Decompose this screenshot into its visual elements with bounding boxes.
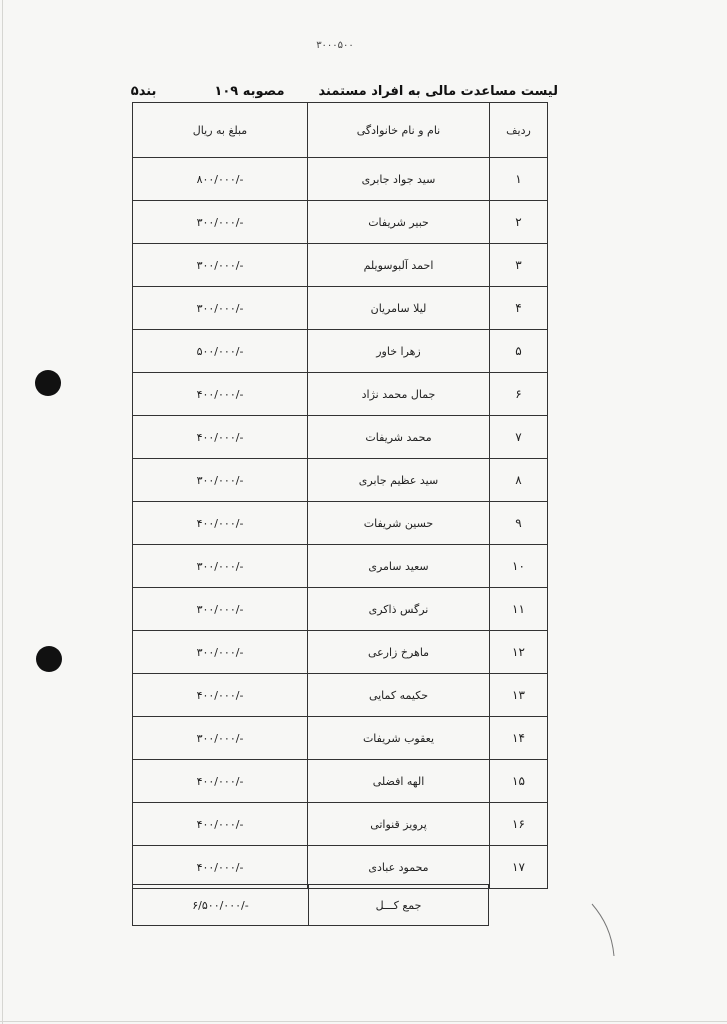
amount-cell: -/۴۰۰/۰۰۰ [133, 373, 308, 416]
table-row [133, 330, 548, 373]
row-number-cell: ۳ [490, 244, 548, 287]
name-cell: پرویز قنواتی [308, 803, 490, 846]
amount-cell: -/۴۰۰/۰۰۰ [133, 803, 308, 846]
name-cell: حسین شریفات [308, 502, 490, 545]
row-number-cell: ۶ [490, 373, 548, 416]
name-cell: لیلا سامریان [308, 287, 490, 330]
amount-cell: -/۳۰۰/۰۰۰ [133, 459, 308, 502]
table-row [133, 287, 548, 330]
name-cell: یعقوب شریفات [308, 717, 490, 760]
resolution-number: مصوبه ۱۰۹ [214, 83, 285, 99]
name-cell: سید عظیم جابری [308, 459, 490, 502]
amount-cell: -/۳۰۰/۰۰۰ [133, 545, 308, 588]
clause-number: بند۵ [130, 83, 157, 99]
table-row [133, 158, 548, 201]
row-number-cell: ۴ [490, 287, 548, 330]
amount-cell: -/۳۰۰/۰۰۰ [133, 287, 308, 330]
amount-cell: -/۳۰۰/۰۰۰ [133, 244, 308, 287]
name-cell: محمد شریفات [308, 416, 490, 459]
name-cell: احمد آلبوسویلم [308, 244, 490, 287]
header-amount: مبلغ به ریال [133, 103, 308, 158]
amount-cell: -/۴۰۰/۰۰۰ [133, 674, 308, 717]
name-cell: حبیر شریفات [308, 201, 490, 244]
amount-cell: -/۳۰۰/۰۰۰ [133, 588, 308, 631]
table-row [133, 631, 548, 674]
row-number-cell: ۹ [490, 502, 548, 545]
punch-hole-upper [35, 370, 61, 396]
row-number-cell: ۱۶ [490, 803, 548, 846]
row-number-cell: ۱۵ [490, 760, 548, 803]
amount-cell: -/۳۰۰/۰۰۰ [133, 717, 308, 760]
table-row [133, 459, 548, 502]
page-edge-left [2, 0, 3, 1024]
table-row [133, 717, 548, 760]
name-cell: سعید سامری [308, 545, 490, 588]
row-number-cell: ۵ [490, 330, 548, 373]
punch-hole-lower [36, 646, 62, 672]
total-label: جمع کـــل [309, 885, 489, 926]
table-row [133, 674, 548, 717]
amount-cell: -/۴۰۰/۰۰۰ [133, 416, 308, 459]
name-cell: محمود عبادی [308, 846, 490, 889]
document-title: لیست مساعدت مالی به افراد مستمند [318, 83, 558, 99]
total-row [133, 885, 489, 926]
row-number-cell: ۸ [490, 459, 548, 502]
amount-cell: -/۵۰۰/۰۰۰ [133, 330, 308, 373]
amount-cell: -/۳۰۰/۰۰۰ [133, 631, 308, 674]
name-cell: حکیمه کمایی [308, 674, 490, 717]
header-row-number: ردیف [490, 103, 548, 158]
table-body [133, 158, 548, 889]
row-number-cell: ۱۲ [490, 631, 548, 674]
table-row [133, 803, 548, 846]
name-cell: سید جواد جابری [308, 158, 490, 201]
name-cell: نرگس ذاکری [308, 588, 490, 631]
table-row [133, 201, 548, 244]
name-cell: الهه افضلی [308, 760, 490, 803]
total-table [132, 884, 489, 926]
header-full-name: نام و نام خانوادگی [308, 103, 490, 158]
row-number-cell: ۱۳ [490, 674, 548, 717]
row-number-cell: ۱۱ [490, 588, 548, 631]
table-row [133, 846, 548, 889]
table-row [133, 545, 548, 588]
top-handwritten-mark: ۳۰۰۰۵۰۰ [316, 40, 354, 51]
total-value: -/۶/۵۰۰/۰۰۰ [133, 885, 309, 926]
assistance-table [132, 102, 548, 889]
amount-cell: -/۸۰۰/۰۰۰ [133, 158, 308, 201]
page-edge-bottom [0, 1021, 727, 1022]
table-row [133, 373, 548, 416]
table-row [133, 502, 548, 545]
table-row [133, 244, 548, 287]
row-number-cell: ۱ [490, 158, 548, 201]
table-row [133, 588, 548, 631]
amount-cell: -/۴۰۰/۰۰۰ [133, 846, 308, 889]
row-number-cell: ۱۷ [490, 846, 548, 889]
document-heading [130, 80, 558, 102]
row-number-cell: ۱۰ [490, 545, 548, 588]
table-row [133, 416, 548, 459]
amount-cell: -/۴۰۰/۰۰۰ [133, 760, 308, 803]
table-row [133, 760, 548, 803]
name-cell: ماهرخ زارعی [308, 631, 490, 674]
amount-cell: -/۴۰۰/۰۰۰ [133, 502, 308, 545]
name-cell: زهرا خاور [308, 330, 490, 373]
row-number-cell: ۲ [490, 201, 548, 244]
name-cell: جمال محمد نژاد [308, 373, 490, 416]
amount-cell: -/۳۰۰/۰۰۰ [133, 201, 308, 244]
row-number-cell: ۱۴ [490, 717, 548, 760]
row-number-cell: ۷ [490, 416, 548, 459]
pen-stroke-mark [590, 900, 620, 960]
table-header-row [133, 103, 548, 158]
